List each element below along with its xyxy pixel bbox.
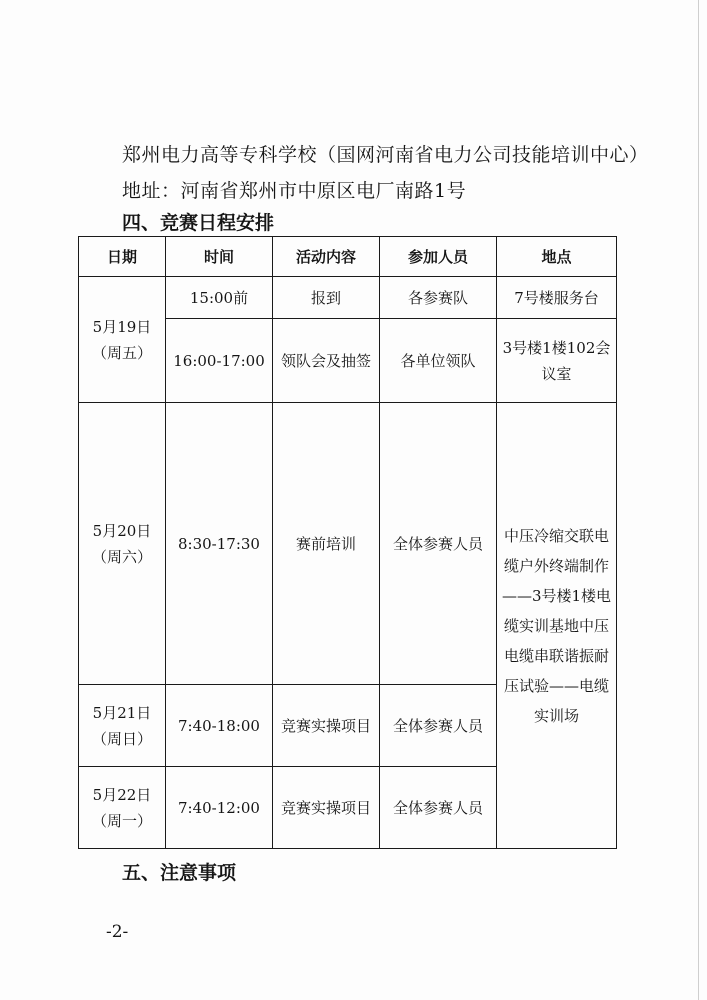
activity-cell: 赛前培训 bbox=[273, 403, 380, 685]
date-text: 5月19日 bbox=[92, 317, 152, 336]
schedule-table bbox=[78, 236, 617, 849]
table-header-row bbox=[79, 237, 617, 277]
section-heading-notes: 五、注意事项 bbox=[122, 862, 237, 884]
location-cell: 3号楼1楼102会议室 bbox=[497, 319, 617, 403]
time-cell: 15:00前 bbox=[166, 277, 273, 319]
table-row bbox=[79, 403, 617, 685]
participants-cell: 各单位领队 bbox=[380, 319, 497, 403]
time-cell: 8:30-17:30 bbox=[166, 403, 273, 685]
weekday-text: （周六） bbox=[91, 547, 152, 566]
time-cell: 7:40-12:00 bbox=[166, 767, 273, 849]
school-name-line: 郑州电力高等专科学校（国网河南省电力公司技能培训中心） bbox=[122, 144, 649, 166]
participants-cell: 各参赛队 bbox=[380, 277, 497, 319]
activity-cell: 竞赛实操项目 bbox=[273, 685, 380, 767]
header-time: 时间 bbox=[166, 237, 273, 277]
weekday-text: （周一） bbox=[91, 811, 152, 830]
header-location: 地点 bbox=[497, 237, 617, 277]
weekday-text: （周日） bbox=[91, 729, 152, 748]
page-number: -2- bbox=[106, 922, 129, 942]
header-participants: 参加人员 bbox=[380, 237, 497, 277]
shared-location-cell: 中压冷缩交联电缆户外终端制作——3号楼1楼电缆实训基地中压电缆串联谐振耐压试验——电缆实训场 bbox=[497, 403, 617, 849]
participants-cell: 全体参赛人员 bbox=[380, 403, 497, 685]
activity-cell: 领队会及抽签 bbox=[273, 319, 380, 403]
participants-cell: 全体参赛人员 bbox=[380, 685, 497, 767]
date-cell bbox=[79, 767, 166, 849]
activity-cell: 竞赛实操项目 bbox=[273, 767, 380, 849]
location-cell: 7号楼服务台 bbox=[497, 277, 617, 319]
date-text: 5月22日 bbox=[92, 785, 152, 804]
page-edge-line bbox=[698, 0, 699, 1000]
header-activity: 活动内容 bbox=[273, 237, 380, 277]
date-text: 5月21日 bbox=[92, 703, 152, 722]
date-cell bbox=[79, 685, 166, 767]
weekday-text: （周五） bbox=[91, 343, 152, 362]
date-text: 5月20日 bbox=[92, 521, 152, 540]
header-date: 日期 bbox=[79, 237, 166, 277]
section-heading-schedule: 四、竞赛日程安排 bbox=[122, 212, 275, 234]
time-cell: 16:00-17:00 bbox=[166, 319, 273, 403]
address-line: 地址：河南省郑州市中原区电厂南路1号 bbox=[122, 180, 467, 202]
activity-cell: 报到 bbox=[273, 277, 380, 319]
participants-cell: 全体参赛人员 bbox=[380, 767, 497, 849]
date-cell bbox=[79, 277, 166, 403]
table-row bbox=[79, 277, 617, 319]
date-cell bbox=[79, 403, 166, 685]
time-cell: 7:40-18:00 bbox=[166, 685, 273, 767]
